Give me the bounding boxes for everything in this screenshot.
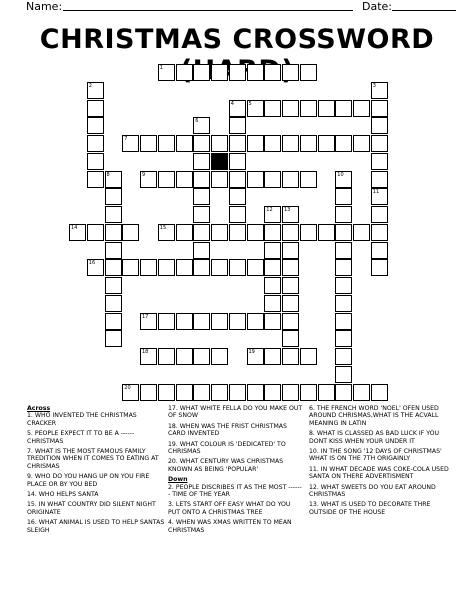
crossword-cell[interactable] — [140, 313, 157, 330]
crossword-cell[interactable] — [371, 224, 388, 241]
crossword-cell[interactable] — [140, 348, 157, 365]
crossword-cell[interactable] — [335, 295, 352, 312]
clue-number: 6 — [195, 118, 199, 125]
crossword-cell[interactable] — [176, 135, 193, 152]
crossword-cell[interactable] — [282, 206, 299, 223]
clue-number: 1 — [159, 65, 163, 71]
crossword-cell[interactable] — [282, 295, 299, 312]
crossword-cell[interactable] — [282, 348, 299, 365]
crossword-cell[interactable] — [193, 171, 210, 188]
crossword-cell[interactable] — [282, 64, 299, 81]
crossword-cell[interactable] — [140, 384, 157, 401]
crossword-cell[interactable] — [318, 100, 335, 117]
crossword-cell[interactable] — [264, 313, 281, 330]
crossword-cell[interactable] — [105, 295, 122, 312]
crossword-cell[interactable] — [371, 171, 388, 188]
crossword-cell[interactable] — [318, 135, 335, 152]
crossword-cell[interactable] — [229, 384, 246, 401]
clue-number: 19 — [248, 349, 255, 355]
crossword-cell[interactable] — [371, 188, 388, 205]
crossword-cell[interactable] — [264, 100, 281, 117]
crossword-cell[interactable] — [353, 224, 370, 241]
crossword-cell[interactable] — [193, 313, 210, 330]
crossword-cell[interactable] — [193, 242, 210, 259]
crossword-cell[interactable] — [371, 384, 388, 401]
crossword-cell[interactable] — [264, 64, 281, 81]
crossword-cell[interactable] — [282, 242, 299, 259]
clue-item: 15. IN WHAT COUNTRY DID SILENT NIGHT ORIGINATE — [27, 501, 156, 516]
crossword-cell[interactable] — [122, 135, 139, 152]
crossword-cell[interactable] — [300, 224, 317, 241]
crossword-cell[interactable] — [105, 188, 122, 205]
crossword-cell[interactable] — [140, 135, 157, 152]
clue-item: 18. WHEN WAS THE FRIST CHRISTMAS CARD INVENTED — [168, 422, 287, 438]
crossword-cell[interactable] — [300, 348, 317, 365]
crossword-cell[interactable] — [247, 100, 264, 117]
clue-number: 4 — [230, 100, 234, 107]
crossword-cell[interactable] — [335, 384, 352, 401]
crossword-cell[interactable] — [335, 348, 352, 365]
crossword-cell[interactable] — [264, 135, 281, 152]
crossword-cell[interactable] — [176, 171, 193, 188]
crossword-cell[interactable] — [87, 224, 104, 241]
clue-section-heading: Across — [27, 405, 51, 412]
crossword-cell[interactable] — [229, 313, 246, 330]
crossword-cell[interactable] — [300, 100, 317, 117]
name-label: Name: — [26, 0, 63, 13]
crossword-cell[interactable] — [318, 224, 335, 241]
crossword-cell[interactable] — [371, 82, 388, 99]
crossword-cell[interactable] — [264, 242, 281, 259]
crossword-cell[interactable] — [158, 348, 175, 365]
crossword-cell[interactable] — [229, 135, 246, 152]
crossword-cell[interactable] — [176, 224, 193, 241]
clue-item: 17. WHAT WHITE FELLA DO YOU MAKE OUT OF SNOW — [168, 405, 303, 420]
crossword-cell[interactable] — [300, 64, 317, 81]
clue-item: 16. WHAT ANIMAL IS USED TO HELP SANTAS SLEIGH — [27, 519, 165, 534]
crossword-cell[interactable] — [371, 100, 388, 117]
crossword-cell[interactable] — [69, 224, 86, 241]
crossword-cell[interactable] — [282, 259, 299, 276]
crossword-cell[interactable] — [193, 259, 210, 276]
crossword-cell[interactable] — [300, 171, 317, 188]
crossword-cell[interactable] — [193, 117, 210, 134]
clue-item: 19. WHAT COLOUR IS 'DEDICATED' TO CHRISMAS — [168, 440, 286, 456]
crossword-cell[interactable] — [140, 259, 157, 276]
crossword-cell[interactable] — [247, 384, 264, 401]
clue-item: 6. THE FRENCH WORD 'NOEL' OFEN USED AROUND CHRISMAS,WHAT IS THE ACVALL MEANING IN LATIN — [309, 405, 439, 427]
crossword-cell[interactable] — [176, 313, 193, 330]
clue-item: 7. WHAT IS THE MOST FAMOUS FAMILY TREDITION WHEN IT COMES TO EATING AT CHRISMAS — [27, 448, 159, 470]
crossword-cell[interactable] — [282, 100, 299, 117]
crossword-cell[interactable] — [105, 259, 122, 276]
crossword-cell[interactable] — [229, 64, 246, 81]
crossword-cell[interactable] — [335, 366, 352, 383]
clue-item: 4. WHEN WAS XMAS WRITTEN TO MEAN CHRISTMAS — [168, 519, 292, 534]
crossword-cell[interactable] — [247, 135, 264, 152]
crossword-cell[interactable] — [158, 171, 175, 188]
crossword-cell[interactable] — [211, 135, 228, 152]
crossword-cell[interactable] — [371, 153, 388, 170]
clue-number: 7 — [124, 136, 128, 142]
clue-item: 2. PEOPLE DISCRIBES IT AS THE MOST ------- TIME OF THE YEAR — [168, 483, 302, 499]
crossword-cell[interactable] — [193, 224, 210, 241]
clue-number: 2 — [88, 82, 92, 89]
clues-column-3 — [309, 405, 449, 519]
clue-item: 3. LETS START OFF EASY WHAT DO YOU PUT ONTO A CHRISTMAS TREE — [168, 501, 291, 516]
clue-item: 1. WHO INVENTED THE CHRISTMAS CRACKER — [27, 412, 137, 427]
crossword-cell[interactable] — [264, 384, 281, 401]
crossword-cell[interactable] — [264, 171, 281, 188]
crossword-cell[interactable] — [229, 206, 246, 223]
crossword-cell[interactable] — [264, 277, 281, 294]
crossword-cell[interactable] — [158, 384, 175, 401]
crossword-cell[interactable] — [105, 171, 122, 188]
crossword-cell[interactable] — [158, 64, 175, 81]
black-square — [211, 153, 228, 170]
crossword-cell[interactable] — [229, 259, 246, 276]
crossword-cell[interactable] — [193, 135, 210, 152]
crossword-cell[interactable] — [264, 295, 281, 312]
crossword-cell[interactable] — [353, 384, 370, 401]
crossword-cell[interactable] — [335, 100, 352, 117]
crossword-cell[interactable] — [300, 135, 317, 152]
crossword-cell[interactable] — [335, 259, 352, 276]
crossword-cell[interactable] — [193, 64, 210, 81]
crossword-cell[interactable] — [158, 313, 175, 330]
crossword-cell[interactable] — [105, 242, 122, 259]
crossword-cell[interactable] — [211, 171, 228, 188]
clue-item: 8. WHAT IS CLASSED AS BAD LUCK IF YOU DONT KISS WHEN YOUR UNDER IT — [309, 430, 440, 445]
crossword-cell[interactable] — [105, 277, 122, 294]
crossword-cell[interactable] — [282, 277, 299, 294]
crossword-cell[interactable] — [371, 117, 388, 134]
crossword-cell[interactable] — [371, 242, 388, 259]
crossword-cell[interactable] — [335, 206, 352, 223]
crossword-cell[interactable] — [158, 135, 175, 152]
crossword-cell[interactable] — [229, 188, 246, 205]
crossword-cell[interactable] — [282, 330, 299, 347]
crossword-cell[interactable] — [211, 348, 228, 365]
crossword-cell[interactable] — [247, 348, 264, 365]
crossword-cell[interactable] — [247, 64, 264, 81]
crossword-cell[interactable] — [318, 384, 335, 401]
crossword-cell[interactable] — [353, 100, 370, 117]
clue-number: 16 — [88, 260, 96, 267]
crossword-cell[interactable] — [335, 242, 352, 259]
clues-column-1 — [27, 405, 167, 537]
clue-number: 12 — [266, 207, 273, 213]
crossword-cell[interactable] — [193, 384, 210, 401]
clue-number: 17 — [142, 313, 149, 320]
crossword-cell[interactable] — [229, 171, 246, 188]
clue-number: 13 — [284, 207, 291, 213]
crossword-cell[interactable] — [176, 259, 193, 276]
crossword-cell[interactable] — [105, 330, 122, 347]
clue-number: 8 — [106, 171, 110, 178]
crossword-cell[interactable] — [229, 153, 246, 170]
clue-item: 11. IN WHAT DECADE WAS COKE-COLA USED SANTA ON THERE ADVERTISMENT — [309, 465, 449, 481]
crossword-cell[interactable] — [211, 64, 228, 81]
clue-item: 13. WHAT IS USED TO DECORATE THRE OUTSIDE OF THE HOUSE — [309, 501, 431, 516]
crossword-cell[interactable] — [282, 171, 299, 188]
crossword-cell[interactable] — [335, 171, 352, 188]
clue-item: 9. WHO DO YOU HANG UP ON YOU FIRE PLACE OR BY YOU BED — [27, 473, 150, 488]
clue-number: 15 — [159, 224, 167, 231]
crossword-cell[interactable] — [282, 313, 299, 330]
crossword-cell[interactable] — [158, 259, 175, 276]
crossword-cell[interactable] — [140, 171, 157, 188]
crossword-cell[interactable] — [87, 259, 104, 276]
crossword-cell[interactable] — [335, 330, 352, 347]
clue-item: 5. PEOPLE EXPECT IT TO BE A ------ CHRISTMAS — [27, 430, 135, 445]
crossword-cell[interactable] — [264, 206, 281, 223]
crossword-cell[interactable] — [300, 384, 317, 401]
crossword-cell[interactable] — [247, 171, 264, 188]
clues-column-2 — [168, 405, 303, 537]
crossword-cell[interactable] — [193, 153, 210, 170]
crossword-cell[interactable] — [193, 206, 210, 223]
crossword-cell[interactable] — [335, 224, 352, 241]
crossword-cell[interactable] — [176, 348, 193, 365]
crossword-cell[interactable] — [353, 135, 370, 152]
clue-number: 14 — [71, 224, 78, 231]
clue-item: 20. WHAT CENTURY WAS CHRISTMAS KNOWN AS BEING 'POPULAR' — [168, 458, 284, 473]
crossword-cell[interactable] — [335, 188, 352, 205]
crossword-cell[interactable] — [282, 384, 299, 401]
clue-section-heading: Down — [168, 476, 188, 484]
crossword-cell[interactable] — [87, 100, 104, 117]
crossword-cell[interactable] — [176, 384, 193, 401]
crossword-cell[interactable] — [122, 384, 139, 401]
crossword-cell[interactable] — [229, 100, 246, 117]
crossword-cell[interactable] — [282, 135, 299, 152]
crossword-cell[interactable] — [193, 188, 210, 205]
crossword-cell[interactable] — [335, 277, 352, 294]
crossword-cell[interactable] — [335, 135, 352, 152]
crossword-cell[interactable] — [335, 313, 352, 330]
crossword-cell[interactable] — [282, 224, 299, 241]
clue-item: 12. WHAT SWEETS DO YOU EAT AROUND CHRISTMAS — [309, 483, 436, 499]
crossword-cell[interactable] — [87, 82, 104, 99]
crossword-cell[interactable] — [87, 153, 104, 170]
clue-number: 11 — [372, 189, 380, 196]
clue-number: 9 — [142, 171, 146, 178]
clue-item: 14. WHO HELPS SANTA — [27, 491, 99, 499]
crossword-cell[interactable] — [122, 224, 139, 241]
crossword-cell[interactable] — [247, 224, 264, 241]
date-label: Date: — [362, 0, 392, 13]
clue-number: 3 — [372, 82, 376, 89]
crossword-cell[interactable] — [371, 259, 388, 276]
page-title: CHRISTMAS CROSSWORD — [39, 24, 435, 55]
crossword-cell[interactable] — [229, 117, 246, 134]
crossword-cell[interactable] — [158, 224, 175, 241]
crossword-cell[interactable] — [247, 313, 264, 330]
crossword-cell[interactable] — [371, 206, 388, 223]
clue-number: 20 — [124, 384, 131, 391]
crossword-cell[interactable] — [264, 348, 281, 365]
crossword-cell[interactable] — [211, 224, 228, 241]
crossword-cell[interactable] — [105, 313, 122, 330]
crossword-cell[interactable] — [211, 259, 228, 276]
crossword-cell[interactable] — [211, 384, 228, 401]
crossword-cell[interactable] — [87, 135, 104, 152]
clue-number: 5 — [248, 100, 252, 107]
clue-item: 10. IN THE SONG '12 DAYS OF CHRISTMAS' WHAT IS ON THE 7TH ORIGAINLY — [309, 448, 442, 463]
crossword-cell[interactable] — [229, 224, 246, 241]
clue-number: 10 — [337, 171, 344, 178]
crossword-cell[interactable] — [371, 135, 388, 152]
crossword-cell[interactable] — [176, 64, 193, 81]
crossword-cell[interactable] — [193, 348, 210, 365]
crossword-cell[interactable] — [87, 117, 104, 134]
crossword-cell[interactable] — [122, 259, 139, 276]
crossword-cell[interactable] — [247, 259, 264, 276]
crossword-cell[interactable] — [264, 224, 281, 241]
crossword-cell[interactable] — [211, 313, 228, 330]
crossword-cell[interactable] — [105, 206, 122, 223]
crossword-cell[interactable] — [87, 171, 104, 188]
clue-number: 18 — [142, 349, 149, 355]
crossword-cell[interactable] — [264, 259, 281, 276]
crossword-cell[interactable] — [105, 224, 122, 241]
